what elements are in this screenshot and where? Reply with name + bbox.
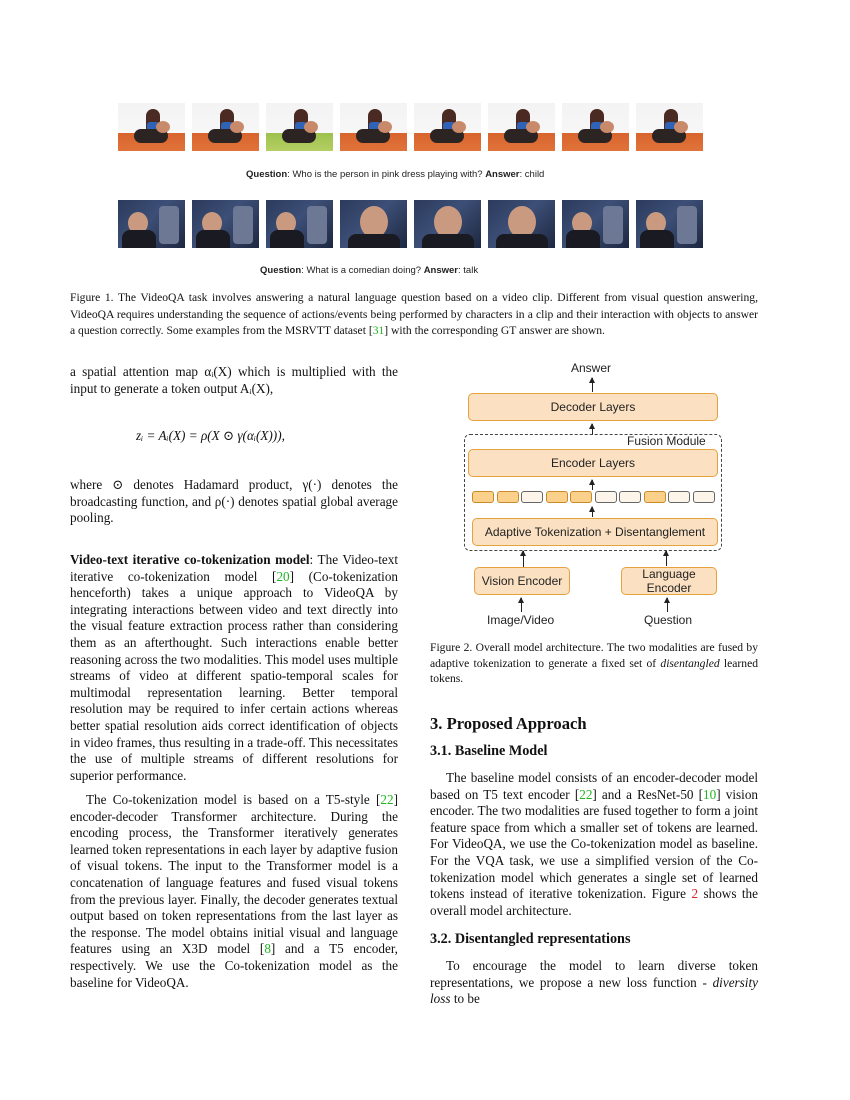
video-frame: [192, 200, 259, 248]
video-frame: [118, 103, 185, 151]
right-paragraph-1: The baseline model consists of an encoder-decoder model based on T5 text encoder [22] and a ResNet-50 [10] vision encoder. The two modalities are fused together to form a joint feature space from which a smaller set of tokens are learned. For VideoQA, we use the Co-tokenization model as baseline. For the VQA task, we use a simplified version of the Co-tokenization model which generates a single set of learned tokens instead of iterative tokenization. Figure 2 shows the overall model architecture.: [430, 770, 759, 918]
token: [497, 491, 519, 503]
citation-link[interactable]: 31: [372, 324, 385, 337]
section-heading: 3. Proposed Approach: [430, 714, 587, 733]
subsection-heading-baseline: 3.1. Baseline Model: [430, 743, 548, 759]
token: [668, 491, 690, 503]
figure1-row1-frames: [118, 103, 703, 151]
video-frame: [636, 200, 703, 248]
video-frame: [266, 200, 333, 248]
arrow-up-icon: [523, 551, 524, 567]
video-frame: [414, 103, 481, 151]
left-paragraph-4: The Co-tokenization model is based on a T5-style [22] encoder-decoder Transformer architecture. During the encoding process, the Transformer iteratively generates learned token representations in each layer by adaptive fusion of visual tokens. The input to the Transformer model is a concatenation of language features and fused visual tokens from the previous layer. Finally, the decoder generates textual output based on token representations from the last layer as the response. The model obtains initial visual and language features using an X3D model [8] and a T5 encoder, respectively. We use the Co-tokenization model as the baseline for VideoQA.: [70, 792, 398, 990]
arrow-up-icon: [592, 378, 593, 392]
fusion-module-label: Fusion Module: [627, 434, 706, 448]
token: [644, 491, 666, 503]
video-frame: [562, 200, 629, 248]
video-frame: [340, 200, 407, 248]
answer-label: Answer: [571, 361, 612, 375]
figure-ref-link[interactable]: 2: [691, 886, 699, 902]
video-frame: [192, 103, 259, 151]
figure2-caption: Figure 2. Overall model architecture. The two modalities are fused by adaptive tokenization to generate a fixed set of disentangled learned tokens.: [430, 641, 759, 686]
input-question-label: Question: [644, 613, 693, 627]
adaptive-tokenization-box: Adaptive Tokenization + Disentanglement: [472, 518, 718, 546]
decoder-layers-box: Decoder Layers: [468, 393, 718, 421]
right-paragraph-2: To encourage the model to learn diverse token representations, we propose a new loss function - diversity loss to be: [430, 958, 758, 1007]
arrow-up-icon: [666, 551, 667, 566]
token: [546, 491, 568, 503]
input-video-label: Image/Video: [487, 613, 555, 627]
arrow-up-icon: [521, 598, 522, 612]
citation-link[interactable]: 10: [703, 786, 717, 802]
citation-link[interactable]: 22: [380, 792, 394, 807]
language-encoder-box: Language Encoder: [621, 567, 717, 595]
vision-encoder-box: Vision Encoder: [474, 567, 570, 595]
left-paragraph-2: where ⊙ denotes Hadamard product, γ(·) denotes the broadcasting function, and ρ(·) denotes spatial global average pooling.: [70, 477, 398, 526]
video-frame: [340, 103, 407, 151]
subsection-heading-disentangled: 3.2. Disentangled representations: [430, 931, 631, 947]
video-frame: [636, 103, 703, 151]
video-frame: [562, 103, 629, 151]
video-frame: [118, 200, 185, 248]
left-paragraph-1: a spatial attention map αᵢ(X) which is multiplied with the input to generate a token output Aᵢ(X),: [70, 364, 398, 396]
citation-link[interactable]: 8: [264, 941, 271, 957]
encoder-layers-box: Encoder Layers: [468, 449, 718, 477]
token: [619, 491, 641, 503]
video-frame: [414, 200, 481, 248]
citation-link[interactable]: 20: [276, 568, 290, 584]
video-frame: [266, 103, 333, 151]
token: [472, 491, 494, 503]
arrow-up-icon: [592, 507, 593, 517]
citation-link[interactable]: 22: [579, 786, 593, 802]
architecture-diagram: [460, 360, 725, 630]
token: [693, 491, 715, 503]
figure1-qa1: Question: Who is the person in pink dress playing with? Answer: child: [246, 169, 545, 180]
arrow-up-icon: [592, 480, 593, 490]
token: [570, 491, 592, 503]
figure1-row2-frames: [118, 200, 703, 248]
video-frame: [488, 200, 555, 248]
video-frame: [488, 103, 555, 151]
figure1-qa2: Question: What is a comedian doing? Answer: talk: [260, 265, 479, 276]
equation: zᵢ = Aᵢ(X) = ρ(X ⊙ γ(αᵢ(X))),: [136, 428, 285, 443]
arrow-up-icon: [667, 598, 668, 612]
figure1-caption: Figure 1. The VideoQA task involves answering a natural language question based on a video clip. Different from visual question answering, VideoQA requires understanding the sequence of actions/events being performed by characters in a clip and their interaction with objects to answer a question correctly. Some examples from the MSRVTT dataset [31] with the corresponding GT answer are shown.: [70, 291, 758, 337]
token: [595, 491, 617, 503]
token: [521, 491, 543, 503]
left-paragraph-3: Video-text iterative co-tokenization model: The Video-text iterative co-tokenization model [20] (Co-tokenization henceforth) takes a unique approach to VideoQA by integrating interactions between video and text directly into the visual feature extraction process rather than considering them as an afterthought. Such interactions enable better reasoning across the two modalities. This model uses multiple streams of video at different spatio-temporal scales for multimodal representation learning. Better temporal resolution may be required to infer certain actions whereas better spatial resolution aids correct identification of objects in video frames, thus resulting in a trade-off. This necessitates the use of multiple streams of different resolutions for superior performance.: [70, 552, 399, 783]
